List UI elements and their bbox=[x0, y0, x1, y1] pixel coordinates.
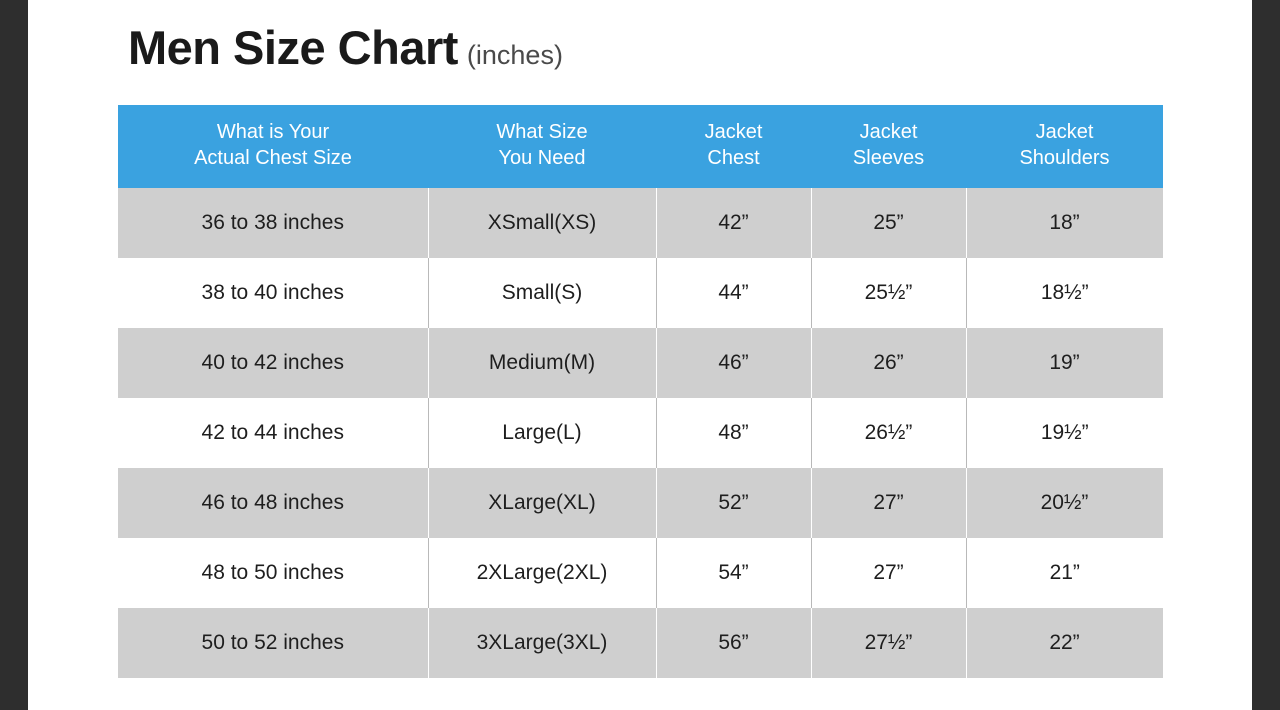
left-gutter bbox=[0, 0, 28, 710]
cell-chest-range: 48 to 50 inches bbox=[118, 538, 428, 608]
cell-chest-range: 36 to 38 inches bbox=[118, 188, 428, 258]
cell-size-name: XLarge(XL) bbox=[428, 468, 656, 538]
cell-jacket-shoulders: 19½” bbox=[966, 398, 1163, 468]
cell-jacket-sleeves: 25½” bbox=[811, 258, 966, 328]
cell-chest-range: 38 to 40 inches bbox=[118, 258, 428, 328]
cell-jacket-chest: 46” bbox=[656, 328, 811, 398]
cell-jacket-shoulders: 18” bbox=[966, 188, 1163, 258]
cell-chest-range: 46 to 48 inches bbox=[118, 468, 428, 538]
column-header-jacket-sleeves bbox=[811, 105, 966, 188]
size-chart-table bbox=[118, 105, 1164, 678]
cell-jacket-sleeves: 26½” bbox=[811, 398, 966, 468]
cell-chest-range: 42 to 44 inches bbox=[118, 398, 428, 468]
table-header-row bbox=[118, 105, 1163, 188]
table-body bbox=[118, 188, 1163, 678]
title-unit-text: (inches) bbox=[466, 40, 563, 70]
cell-size-name: 2XLarge(2XL) bbox=[428, 538, 656, 608]
column-header-jacket-shoulders bbox=[966, 105, 1163, 188]
cell-jacket-shoulders: 22” bbox=[966, 608, 1163, 678]
table-row bbox=[118, 538, 1163, 608]
header-line-1: Jacket bbox=[1035, 121, 1094, 143]
table-header bbox=[118, 105, 1163, 188]
cell-jacket-sleeves: 27” bbox=[811, 468, 966, 538]
header-line-2: You Need bbox=[498, 147, 586, 170]
header-line-1: Jacket bbox=[859, 121, 918, 143]
header-line-1: What Size bbox=[496, 121, 588, 143]
cell-chest-range: 40 to 42 inches bbox=[118, 328, 428, 398]
cell-jacket-shoulders: 19” bbox=[966, 328, 1163, 398]
document-content bbox=[28, 0, 1252, 710]
header-line-2: Chest bbox=[707, 147, 760, 170]
column-header-jacket-chest bbox=[656, 105, 811, 188]
cell-jacket-chest: 42” bbox=[656, 188, 811, 258]
document-sheet bbox=[28, 0, 1252, 710]
header-line-1: What is Your bbox=[216, 121, 330, 143]
table-row bbox=[118, 188, 1163, 258]
right-gutter bbox=[1252, 0, 1280, 710]
cell-jacket-sleeves: 26” bbox=[811, 328, 966, 398]
cell-size-name: Medium(M) bbox=[428, 328, 656, 398]
table-row bbox=[118, 468, 1163, 538]
cell-jacket-chest: 48” bbox=[656, 398, 811, 468]
table-row bbox=[118, 328, 1163, 398]
header-line-2: Shoulders bbox=[1019, 147, 1110, 170]
column-header-size-you-need bbox=[428, 105, 656, 188]
cell-jacket-chest: 54” bbox=[656, 538, 811, 608]
cell-jacket-sleeves: 27” bbox=[811, 538, 966, 608]
cell-jacket-shoulders: 18½” bbox=[966, 258, 1163, 328]
cell-jacket-shoulders: 20½” bbox=[966, 468, 1163, 538]
column-header-actual-chest-size bbox=[118, 105, 428, 188]
title-main-text: Men Size Chart bbox=[128, 21, 458, 74]
cell-size-name: Large(L) bbox=[428, 398, 656, 468]
table-row bbox=[118, 608, 1163, 678]
cell-jacket-sleeves: 27½” bbox=[811, 608, 966, 678]
page-title bbox=[128, 20, 563, 75]
cell-jacket-chest: 44” bbox=[656, 258, 811, 328]
cell-size-name: XSmall(XS) bbox=[428, 188, 656, 258]
cell-chest-range: 50 to 52 inches bbox=[118, 608, 428, 678]
header-line-2: Actual Chest Size bbox=[194, 147, 352, 170]
header-line-1: Jacket bbox=[704, 121, 763, 143]
cell-jacket-shoulders: 21” bbox=[966, 538, 1163, 608]
bottom-white-strip bbox=[28, 704, 1252, 710]
cell-size-name: Small(S) bbox=[428, 258, 656, 328]
header-line-2: Sleeves bbox=[852, 147, 925, 170]
cell-size-name: 3XLarge(3XL) bbox=[428, 608, 656, 678]
table-row bbox=[118, 258, 1163, 328]
cell-jacket-sleeves: 25” bbox=[811, 188, 966, 258]
cell-jacket-chest: 52” bbox=[656, 468, 811, 538]
table-row bbox=[118, 398, 1163, 468]
cell-jacket-chest: 56” bbox=[656, 608, 811, 678]
